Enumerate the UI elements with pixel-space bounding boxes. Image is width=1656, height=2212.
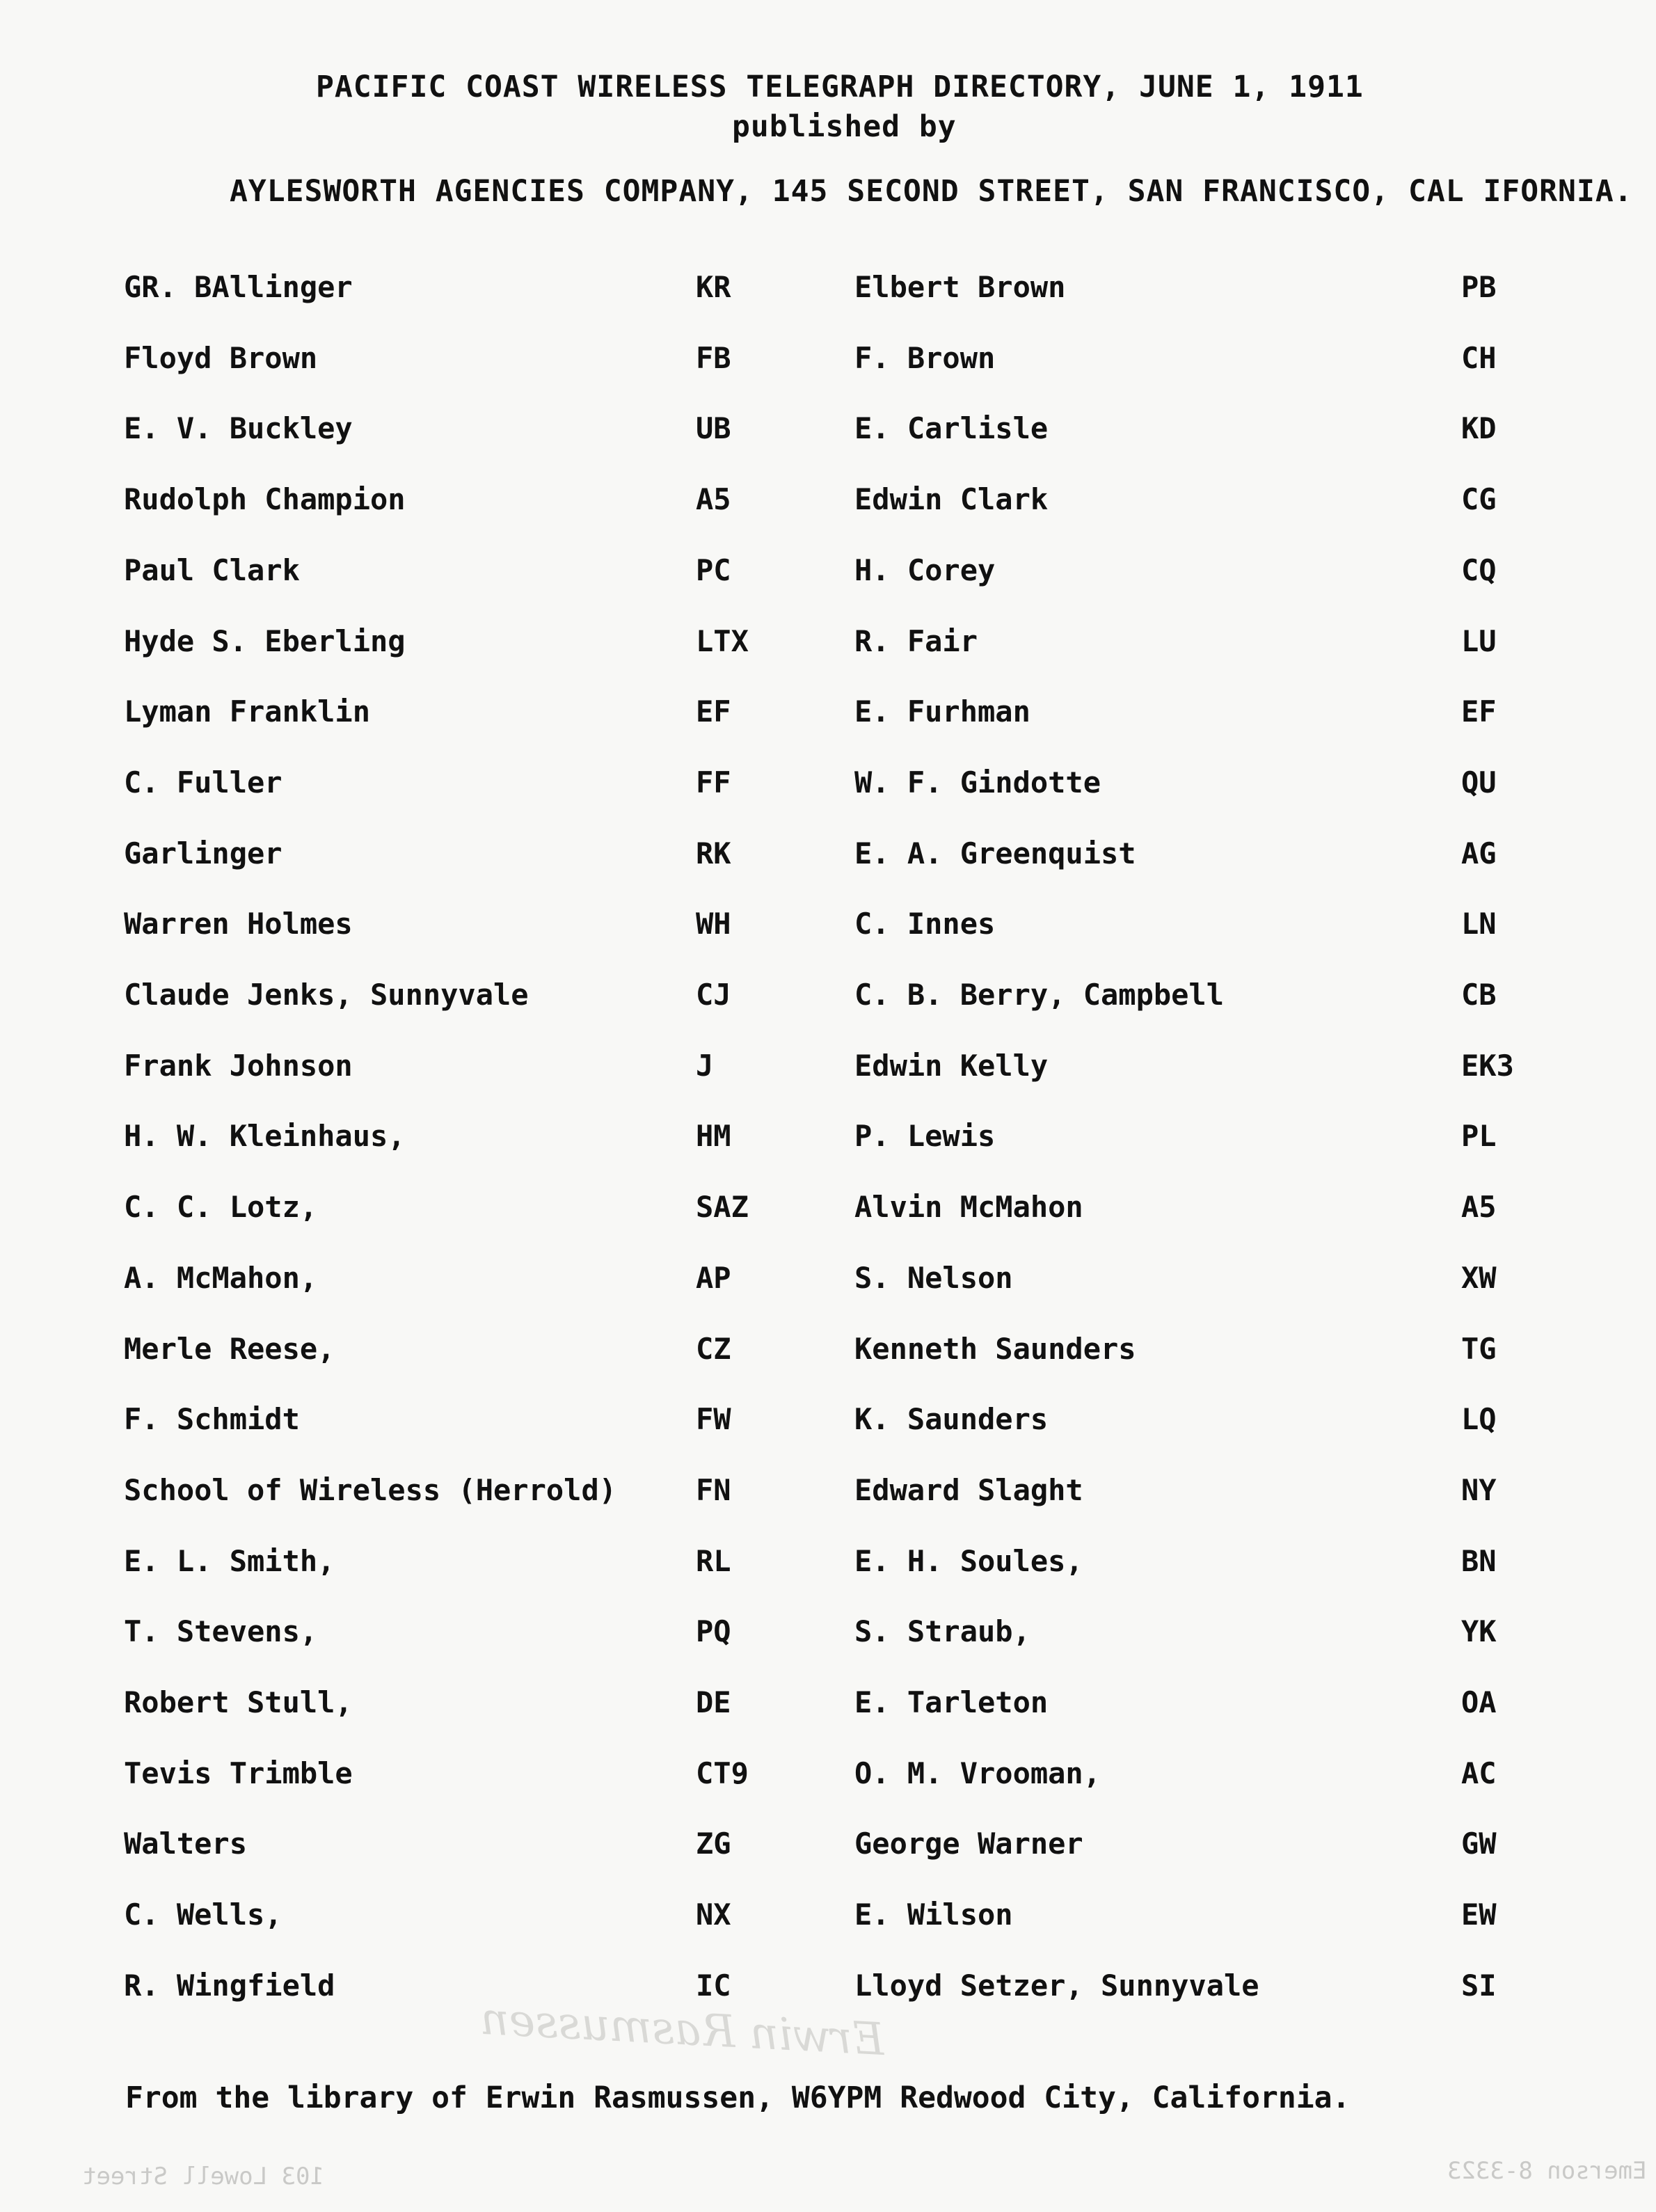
directory-row	[0, 1614, 1656, 1656]
right-call-sign: GW	[1461, 1827, 1497, 1861]
right-call-sign: YK	[1461, 1614, 1497, 1648]
directory-row	[0, 1190, 1656, 1232]
left-call-sign: J	[696, 1049, 714, 1083]
right-operator-name: E. Wilson	[854, 1897, 1013, 1932]
directory-row	[0, 1968, 1656, 2010]
right-call-sign: EF	[1461, 694, 1497, 729]
right-operator-name: Lloyd Setzer, Sunnyvale	[854, 1968, 1259, 2003]
right-operator-name: E. Tarleton	[854, 1685, 1049, 1719]
left-call-sign: UB	[696, 411, 731, 445]
right-call-sign: PB	[1461, 270, 1497, 304]
left-call-sign: FN	[696, 1473, 731, 1507]
right-call-sign: CH	[1461, 341, 1497, 375]
right-call-sign: OA	[1461, 1685, 1497, 1719]
directory-row	[0, 694, 1656, 736]
right-operator-name: Kenneth Saunders	[854, 1332, 1136, 1366]
publisher-address: AYLESWORTH AGENCIES COMPANY, 145 SECOND STREET, SAN FRANCISCO, CAL IFORNIA.	[230, 174, 1633, 209]
left-call-sign: PC	[696, 553, 731, 587]
right-operator-name: S. Straub,	[854, 1614, 1030, 1648]
left-call-sign: FB	[696, 341, 731, 375]
left-operator-name: Floyd Brown	[124, 341, 318, 375]
directory-row	[0, 411, 1656, 453]
right-operator-name: Elbert Brown	[854, 270, 1066, 304]
directory-row	[0, 1261, 1656, 1303]
left-call-sign: RK	[696, 836, 731, 870]
left-call-sign: HM	[696, 1119, 731, 1153]
directory-row	[0, 1756, 1656, 1798]
show-through-phone: Emerson 8-3323	[1447, 2157, 1647, 2185]
right-operator-name: Edwin Clark	[854, 482, 1049, 516]
right-operator-name: W. F. Gindotte	[854, 765, 1101, 799]
left-operator-name: Warren Holmes	[124, 907, 353, 941]
left-operator-name: Frank Johnson	[124, 1049, 353, 1083]
right-call-sign: NY	[1461, 1473, 1497, 1507]
right-call-sign: LU	[1461, 624, 1497, 658]
left-operator-name: A. McMahon,	[124, 1261, 318, 1295]
left-operator-name: Claude Jenks, Sunnyvale	[124, 978, 529, 1012]
left-operator-name: School of Wireless (Herrold)	[124, 1473, 617, 1507]
right-operator-name: C. Innes	[854, 907, 996, 941]
directory-row	[0, 1544, 1656, 1586]
left-operator-name: Tevis Trimble	[124, 1756, 353, 1790]
left-operator-name: Merle Reese,	[124, 1332, 335, 1366]
directory-row	[0, 978, 1656, 1019]
right-call-sign: CG	[1461, 482, 1497, 516]
right-operator-name: F. Brown	[854, 341, 996, 375]
left-call-sign: KR	[696, 270, 731, 304]
left-call-sign: EF	[696, 694, 731, 729]
directory-row	[0, 1827, 1656, 1868]
left-operator-name: T. Stevens,	[124, 1614, 318, 1648]
directory-row	[0, 624, 1656, 666]
right-operator-name: E. Carlisle	[854, 411, 1049, 445]
left-operator-name: Paul Clark	[124, 553, 300, 587]
right-operator-name: H. Corey	[854, 553, 996, 587]
directory-row	[0, 765, 1656, 807]
right-call-sign: AG	[1461, 836, 1497, 870]
left-call-sign: CJ	[696, 978, 731, 1012]
right-call-sign: KD	[1461, 411, 1497, 445]
directory-row	[0, 1402, 1656, 1444]
left-operator-name: Robert Stull,	[124, 1685, 353, 1719]
right-operator-name: P. Lewis	[854, 1119, 996, 1153]
left-call-sign: FF	[696, 765, 731, 799]
left-operator-name: Lyman Franklin	[124, 694, 371, 729]
directory-row	[0, 1332, 1656, 1374]
left-call-sign: CZ	[696, 1332, 731, 1366]
directory-row	[0, 270, 1656, 312]
left-call-sign: SAZ	[696, 1190, 749, 1224]
right-call-sign: EK3	[1461, 1049, 1514, 1083]
right-call-sign: A5	[1461, 1190, 1497, 1224]
left-operator-name: F. Schmidt	[124, 1402, 300, 1436]
left-operator-name: GR. BAllinger	[124, 270, 353, 304]
directory-row	[0, 482, 1656, 524]
directory-row	[0, 1685, 1656, 1727]
left-call-sign: RL	[696, 1544, 731, 1578]
left-operator-name: C. Wells,	[124, 1897, 282, 1932]
right-operator-name: E. Furhman	[854, 694, 1030, 729]
right-call-sign: CQ	[1461, 553, 1497, 587]
library-footer: From the library of Erwin Rasmussen, W6YPM Redwood City, California.	[125, 2080, 1351, 2115]
right-operator-name: Edwin Kelly	[854, 1049, 1049, 1083]
left-operator-name: C. Fuller	[124, 765, 282, 799]
left-operator-name: Walters	[124, 1827, 248, 1861]
right-operator-name: S. Nelson	[854, 1261, 1013, 1295]
right-operator-name: George Warner	[854, 1827, 1083, 1861]
right-operator-name: R. Fair	[854, 624, 978, 658]
right-operator-name: E. H. Soules,	[854, 1544, 1083, 1578]
left-operator-name: E. L. Smith,	[124, 1544, 335, 1578]
left-operator-name: E. V. Buckley	[124, 411, 353, 445]
directory-row	[0, 907, 1656, 948]
directory-row	[0, 1049, 1656, 1090]
left-operator-name: Rudolph Champion	[124, 482, 406, 516]
right-call-sign: SI	[1461, 1968, 1497, 2003]
published-by-line: published by	[732, 109, 957, 144]
left-call-sign: IC	[696, 1968, 731, 2003]
left-call-sign: PQ	[696, 1614, 731, 1648]
right-operator-name: C. B. Berry, Campbell	[854, 978, 1225, 1012]
right-operator-name: E. A. Greenquist	[854, 836, 1136, 870]
left-call-sign: A5	[696, 482, 731, 516]
right-call-sign: LN	[1461, 907, 1497, 941]
left-operator-name: Garlinger	[124, 836, 282, 870]
left-call-sign: ZG	[696, 1827, 731, 1861]
directory-row	[0, 1897, 1656, 1939]
left-operator-name: C. C. Lotz,	[124, 1190, 318, 1224]
right-call-sign: TG	[1461, 1332, 1497, 1366]
directory-row	[0, 1473, 1656, 1515]
right-operator-name: K. Saunders	[854, 1402, 1049, 1436]
directory-row	[0, 341, 1656, 383]
directory-row	[0, 836, 1656, 878]
left-call-sign: FW	[696, 1402, 731, 1436]
right-call-sign: AC	[1461, 1756, 1497, 1790]
right-operator-name: Edward Slaght	[854, 1473, 1083, 1507]
right-call-sign: BN	[1461, 1544, 1497, 1578]
show-through-signature: Erwin Rasmussen	[479, 1993, 886, 2067]
left-call-sign: LTX	[696, 624, 749, 658]
right-operator-name: O. M. Vrooman,	[854, 1756, 1101, 1790]
left-call-sign: DE	[696, 1685, 731, 1719]
right-call-sign: QU	[1461, 765, 1497, 799]
right-operator-name: Alvin McMahon	[854, 1190, 1083, 1224]
left-operator-name: Hyde S. Eberling	[124, 624, 406, 658]
directory-row	[0, 553, 1656, 595]
page-title: PACIFIC COAST WIRELESS TELEGRAPH DIRECTORY, JUNE 1, 1911	[316, 70, 1364, 104]
left-call-sign: CT9	[696, 1756, 749, 1790]
left-operator-name: H. W. Kleinhaus,	[124, 1119, 406, 1153]
left-call-sign: WH	[696, 907, 731, 941]
left-operator-name: R. Wingfield	[124, 1968, 335, 2003]
right-call-sign: PL	[1461, 1119, 1497, 1153]
left-call-sign: AP	[696, 1261, 731, 1295]
right-call-sign: LQ	[1461, 1402, 1497, 1436]
directory-row	[0, 1119, 1656, 1161]
right-call-sign: CB	[1461, 978, 1497, 1012]
right-call-sign: EW	[1461, 1897, 1497, 1932]
left-call-sign: NX	[696, 1897, 731, 1932]
right-call-sign: XW	[1461, 1261, 1497, 1295]
show-through-address: 103 Lowell Street	[82, 2163, 324, 2190]
